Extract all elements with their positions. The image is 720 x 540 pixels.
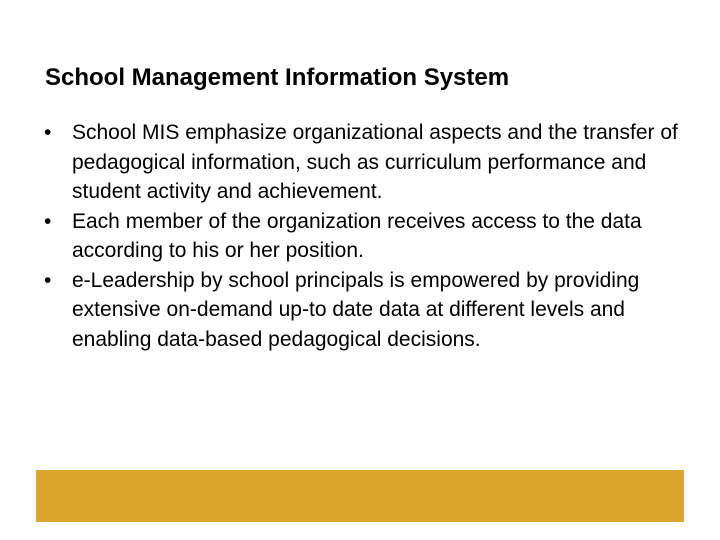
slide-title: School Management Information System xyxy=(45,64,510,91)
bullet-item xyxy=(44,118,694,207)
bullet-text: Each member of the organization receives access to the data according to his or her position. xyxy=(72,209,642,262)
bullet-text: School MIS emphasize organizational aspects and the transfer of pedagogical information, such as curriculum performance and student activity and achievement. xyxy=(72,121,678,203)
bullet-dot-icon: • xyxy=(44,209,52,233)
bullet-dot-icon: • xyxy=(44,268,52,292)
bullet-dot-icon: • xyxy=(44,121,52,144)
bullet-item xyxy=(44,207,694,266)
footer-bar xyxy=(36,470,684,522)
bullet-item xyxy=(44,266,694,355)
bullet-list xyxy=(44,118,694,354)
bullet-text: e-Leadership by school principals is empowered by providing extensive on-demand up-to date data at different levels and enabling data-based pedagogical decisions. xyxy=(72,268,640,351)
